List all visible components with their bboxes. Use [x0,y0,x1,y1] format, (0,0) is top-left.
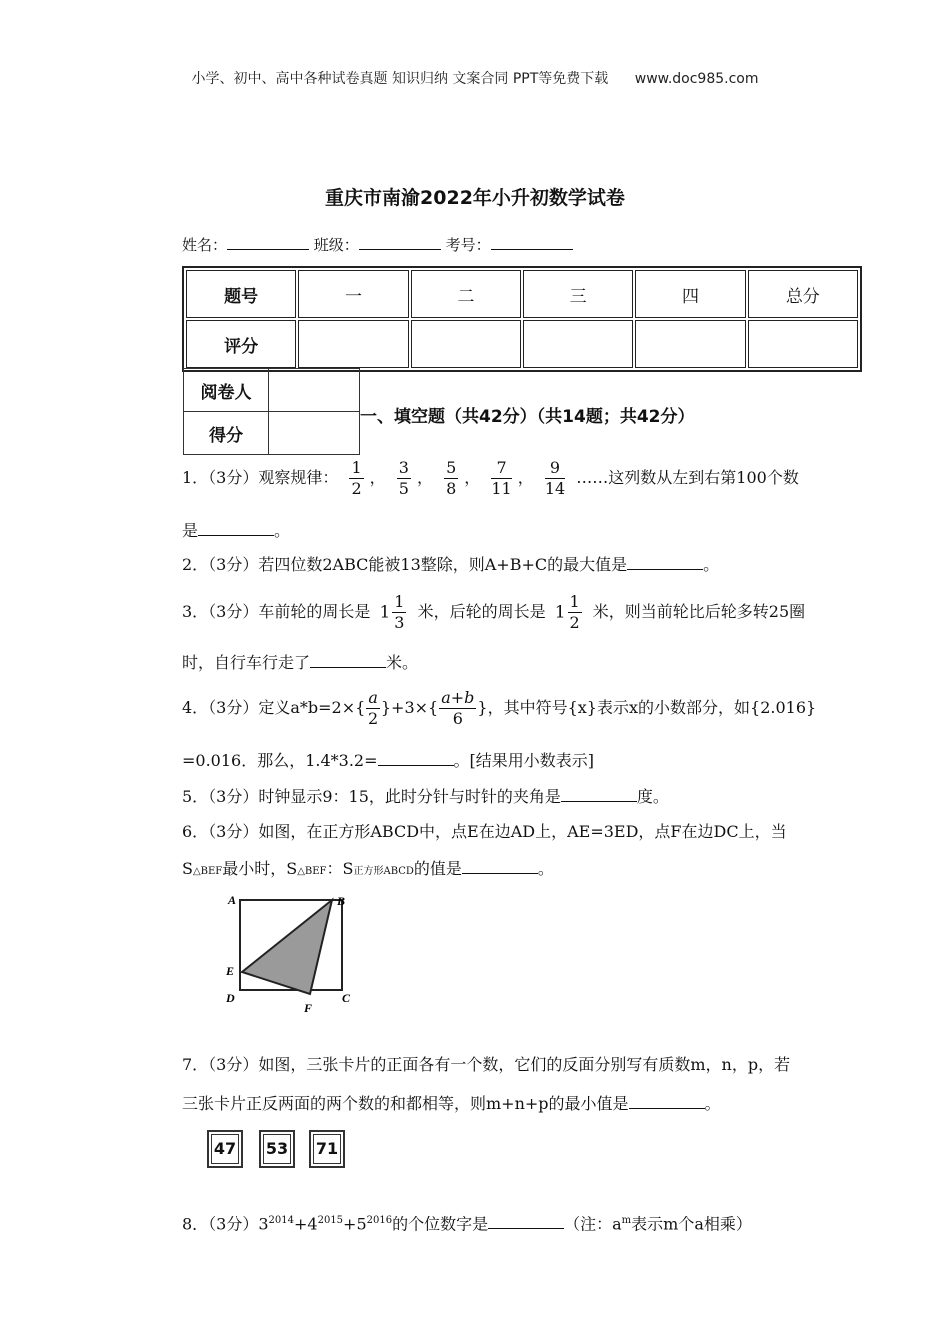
denominator: 3 [394,613,405,632]
score-cell[interactable] [298,320,408,368]
numerator: 1 [351,458,362,477]
question-3-line2 [182,652,418,674]
fraction [568,592,582,633]
q8-text-c: +5 [343,1214,367,1234]
question-6 [182,821,787,843]
label-b: B [337,894,346,908]
q1-line2: 是 [182,521,199,540]
answer-blank[interactable] [629,1094,705,1109]
id-label: 考号： [445,236,491,254]
q8-note-exp: m [621,1215,632,1226]
q1-prefix: 1．（3分）观察规律： [182,468,339,487]
card-value: 71 [315,1139,339,1158]
numerator: 1 [394,592,405,611]
numerator: 7 [491,458,511,479]
score-header-cell: 四 [635,270,745,318]
q3-end: 米。 [386,653,419,672]
class-blank[interactable] [359,235,441,250]
q6-sub: △BEF [192,866,223,877]
q1-suffix: ……这列数从左到右第100个数 [576,468,799,487]
name-label: 姓名： [182,236,228,254]
score-table [182,266,862,372]
denominator: 8 [446,479,457,498]
q3-text-c: 米，则当前轮比后轮多转25圈 [592,602,806,621]
q3-line2: 时，自行车行走了 [182,653,311,672]
q1-fraction [545,458,565,499]
q2-end: 。 [703,555,720,574]
label-d: D [226,991,235,1005]
numerator: a+b [441,688,475,707]
header-text: 小学、初中、高中各种试卷真题 知识归纳 文案合同 PPT等免费下载 [191,71,609,87]
square-figure [222,890,362,1018]
q1-fraction [444,458,458,499]
answer-blank[interactable] [198,521,274,536]
fraction [439,688,476,729]
q5-end: 度。 [636,787,669,806]
grader-table [183,368,360,455]
q1-fraction [397,458,411,499]
score-cell[interactable] [748,320,858,368]
label-c: C [342,991,351,1005]
label-a: A [228,893,237,907]
q7-line2: 三张卡片正反两面的两个数的和都相等，则m+n+p的最小值是 [182,1094,629,1113]
label-f: F [304,1001,313,1015]
q7-end: 。 [704,1094,721,1113]
grader-score-label: 得分 [184,412,269,455]
q6-sub: 正方形ABCD [353,866,414,877]
question-8 [182,1210,752,1235]
q6-colon: ：S [326,859,354,878]
q7-line1: 7．（3分）如图，三张卡片的正面各有一个数，它们的反面分别写有质数m，n，p，若 [182,1055,791,1074]
q6-mid: 最小时，S [222,859,298,878]
fraction [366,688,380,729]
q8-text-d: 的个位数字是 [392,1214,489,1234]
separator: ， [369,468,386,487]
q4-text-a: 4．（3分）定义a*b=2×{ [182,698,366,717]
question-4 [182,688,816,729]
score-header-cell: 总分 [748,270,858,318]
q1-fraction [349,458,363,499]
question-1-line2 [182,520,290,542]
q8-note-b: 表示m个a相乘） [631,1214,752,1234]
separator: ， [517,468,534,487]
q6-end: 。 [537,859,554,878]
q8-note-a: （注：a [564,1214,622,1234]
class-label: 班级： [313,236,359,254]
score-header-cell: 题号 [186,270,296,318]
mixed-number [555,592,584,633]
whole: 1 [379,602,391,623]
question-1 [182,458,799,499]
grader-score-cell[interactable] [269,412,360,455]
numerator: 3 [398,458,409,477]
page-header [0,68,950,88]
score-header-cell: 一 [298,270,408,318]
reviewer-cell[interactable] [269,369,360,412]
question-7 [182,1054,790,1076]
question-4-line2 [182,750,594,772]
header-url[interactable]: www.doc985.com [634,71,759,87]
id-blank[interactable] [491,235,573,250]
score-header-row [186,270,858,318]
score-value-row [186,320,858,368]
denominator: 5 [398,479,409,498]
q8-exp: 2014 [268,1215,294,1226]
denominator: 11 [491,479,512,498]
score-cell[interactable] [411,320,521,368]
label-e: E [226,964,235,978]
q1-fraction [491,458,511,499]
q6-tail: 的值是 [413,859,462,878]
numerator: 9 [545,458,565,479]
score-cell[interactable] [523,320,633,368]
q3-text-b: 米，后轮的周长是 [417,602,546,621]
card-value: 47 [213,1139,237,1158]
q3-text-a: 3．（3分）车前轮的周长是 [182,602,371,621]
q6-line1: 6．（3分）如图，在正方形ABCD中，点E在边AD上，AE=3ED，点F在边DC上，当 [182,822,787,841]
score-cell[interactable] [635,320,745,368]
answer-blank[interactable] [627,555,703,570]
number-card [207,1130,243,1168]
separator: ， [464,468,481,487]
q8-text-a: 8．（3分）3 [182,1214,269,1234]
fraction [392,592,406,633]
q8-exp: 2016 [366,1215,393,1226]
denominator: 14 [544,479,566,498]
q1-end: 。 [274,521,291,540]
separator: ， [416,468,433,487]
name-blank[interactable] [227,235,309,250]
q8-text-b: +4 [294,1214,318,1234]
answer-blank[interactable] [488,1214,564,1229]
denominator: 2 [368,709,379,728]
question-2 [182,554,719,576]
numerator: a [368,688,378,707]
numerator: 5 [446,458,457,477]
score-header-cell: 三 [523,270,633,318]
question-7-line2 [182,1093,721,1115]
answer-blank[interactable] [462,859,538,874]
q8-exp: 2015 [317,1215,344,1226]
whole: 1 [554,602,566,623]
question-5 [182,786,669,808]
answer-blank[interactable] [378,751,454,766]
q2-text: 2．（3分）若四位数2ABC能被13整除，则A+B+C的最大值是 [182,555,628,574]
denominator: 6 [452,709,463,728]
q4-end: 。[结果用小数表示] [453,751,595,770]
answer-blank[interactable] [561,787,637,802]
question-3 [182,592,805,633]
number-card [309,1130,345,1168]
reviewer-label: 阅卷人 [184,369,269,412]
q4-line2: =0.016．那么，1.4*3.2= [182,751,378,770]
answer-blank[interactable] [310,653,386,668]
q4-text-c: }，其中符号{x}表示x的小数部分，如{2.016} [477,698,817,717]
score-row-label: 评分 [186,320,296,368]
q6-s: S [182,859,193,878]
denominator: 2 [351,479,362,498]
question-6-line2 [182,858,554,883]
q4-text-b: }+3×{ [380,698,439,717]
number-card [259,1130,295,1168]
student-info [182,234,573,255]
score-header-cell: 二 [411,270,521,318]
numerator: 1 [569,592,580,611]
triangle-bef [242,900,332,994]
page-title: 重庆市南渝2022年小升初数学试卷 [325,187,625,209]
denominator: 2 [569,613,580,632]
q5-text: 5．（3分）时钟显示9：15，此时分针与时针的夹角是 [182,787,561,806]
section-heading: 一、填空题（共42分）（共14题；共42分） [360,407,695,427]
mixed-number [379,592,408,633]
card-value: 53 [265,1139,289,1158]
q6-sub: △BEF [297,866,327,877]
